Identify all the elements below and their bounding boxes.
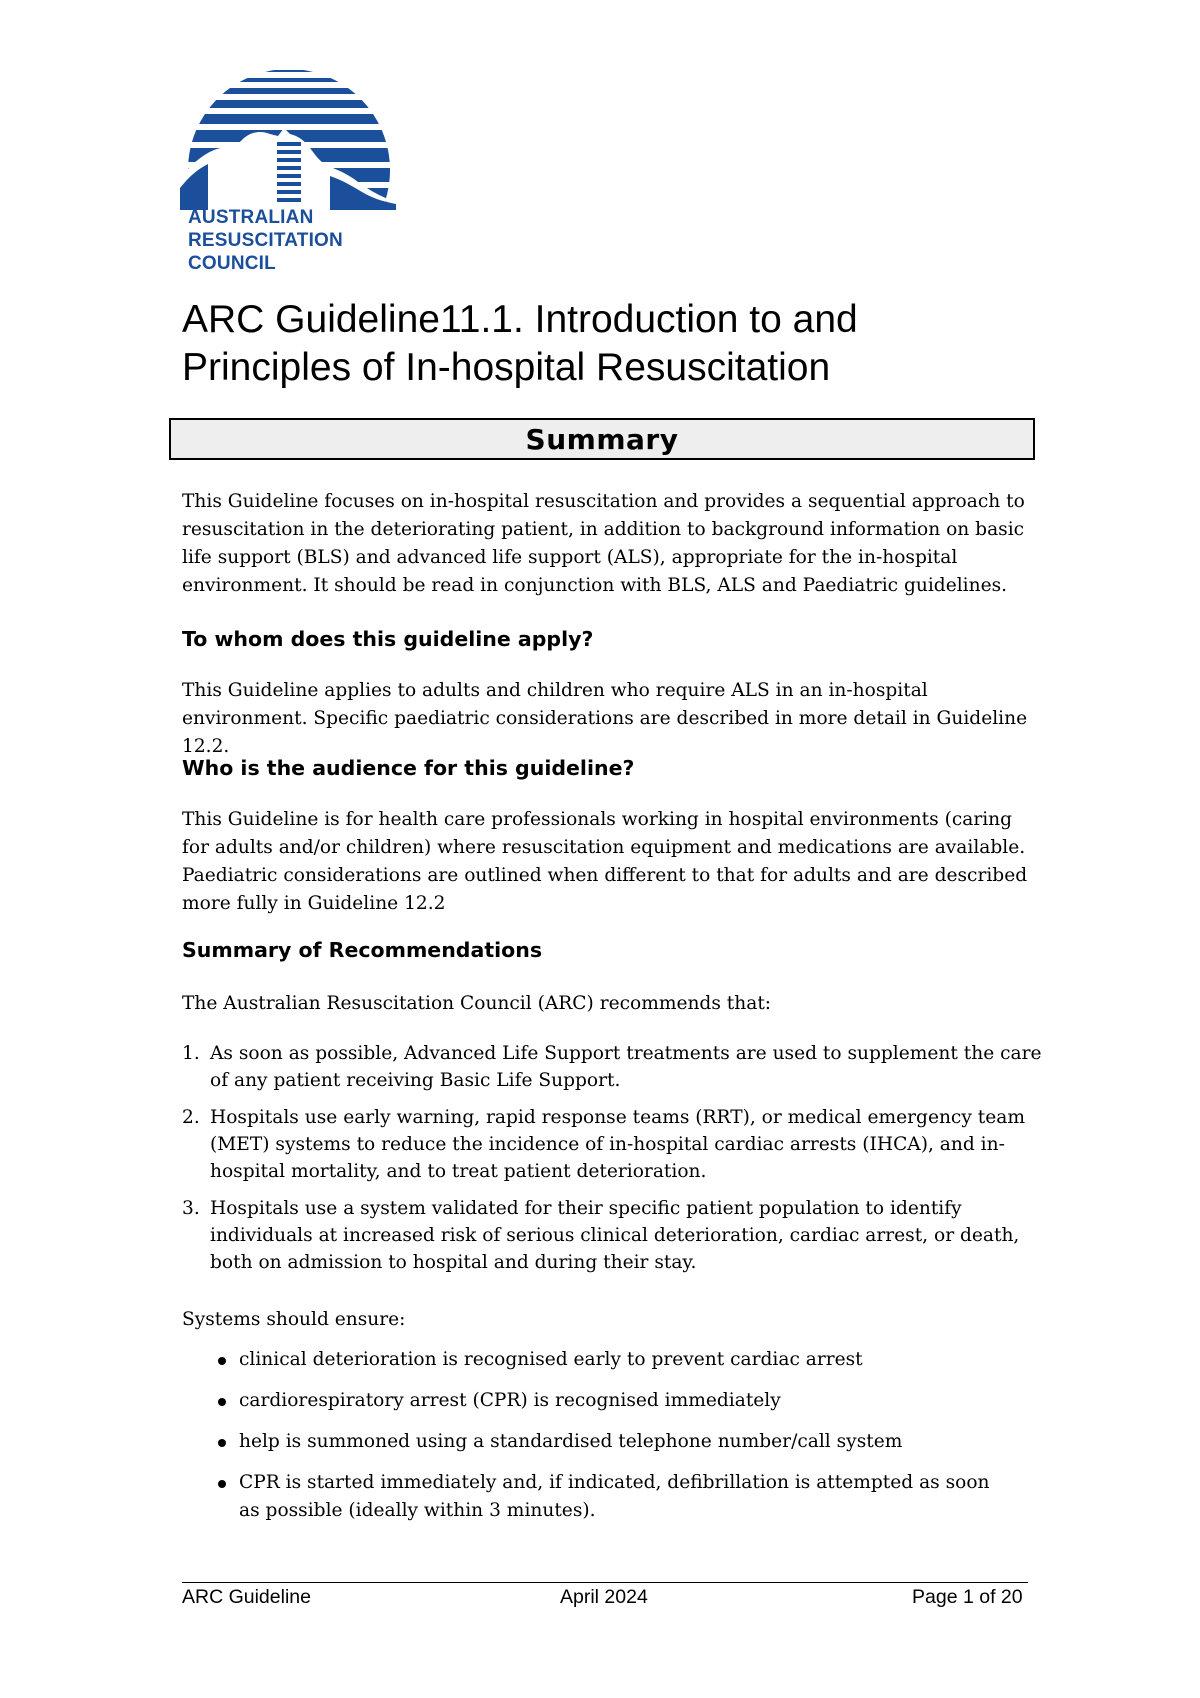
bullet-item — [215, 1428, 1015, 1456]
list-item — [182, 1104, 1042, 1185]
recommendations-list — [182, 1040, 1042, 1286]
page-title-line-2: Principles of In-hospital Resuscitation — [182, 346, 831, 389]
bullet-item — [215, 1387, 1015, 1415]
page-title-line-1: ARC Guideline11.1. Introduction to and — [182, 298, 858, 341]
footer-date: April 2024 — [560, 1586, 648, 1608]
list-item — [182, 1040, 1042, 1094]
audience-paragraph: This Guideline is for health care professionals working in hospital environments (caring for adults and/or children) where resuscitation equipment and medications are available. Paediatric considerations are outlined when different to that for adults and are described more fully in Guideline 12.2 — [182, 809, 1028, 914]
audience-heading: Who is the audience for this guideline? — [182, 756, 635, 780]
trademark-mark: ™ — [380, 201, 387, 208]
logo-line-3: COUNCIL — [188, 253, 276, 274]
logo-line-1: AUSTRALIAN — [188, 207, 314, 228]
list-item-number: 2. — [182, 1107, 200, 1128]
recommendations-lead: The Australian Resuscitation Council (ARC) recommends that: — [182, 993, 772, 1014]
recommendations-heading: Summary of Recommendations — [182, 938, 543, 962]
footer-left: ARC Guideline — [182, 1586, 311, 1608]
apply-paragraph: This Guideline applies to adults and children who require ALS in an in-hospital environment. Specific paediatric considerations are described in more detail in Guideline 12.2. — [182, 680, 1028, 757]
bullet-text: clinical deterioration is recognised early to prevent cardiac arrest — [239, 1349, 863, 1370]
apply-heading: To whom does this guideline apply? — [182, 627, 594, 651]
intro-paragraph: This Guideline focuses on in-hospital resuscitation and provides a sequential approach to resuscitation in the deteriorating patient, in addition to background information on basic life support (BLS) and advanced life support (ALS), appropriate for the in-hospital environment. It should be read in conjunction with BLS, ALS and Paediatric guidelines. — [182, 491, 1025, 596]
list-item-number: 1. — [182, 1043, 200, 1064]
arc-logo — [180, 70, 400, 280]
bullet-icon — [218, 1439, 226, 1447]
summary-banner — [169, 418, 1035, 460]
arc-logo-graphic-icon — [180, 70, 400, 210]
systems-lead: Systems should ensure: — [182, 1309, 406, 1330]
bullet-text: cardiorespiratory arrest (CPR) is recognised immediately — [239, 1390, 781, 1411]
bullet-item — [215, 1469, 1015, 1525]
systems-bullet-list — [215, 1346, 1015, 1538]
list-item-text: As soon as possible, Advanced Life Support treatments are used to supplement the care of any patient receiving Basic Life Support. — [210, 1043, 1042, 1091]
list-item-text: Hospitals use early warning, rapid response teams (RRT), or medical emergency team (MET) systems to reduce the incidence of in-hospital cardiac arrests (IHCA), and in-hospital mortality, and to treat patient deterioration. — [210, 1107, 1025, 1182]
bullet-icon — [218, 1357, 226, 1365]
list-item-number: 3. — [182, 1198, 200, 1219]
list-item — [182, 1195, 1042, 1276]
bullet-item — [215, 1346, 1015, 1374]
logo-line-2: RESUSCITATION — [188, 230, 343, 251]
bullet-icon — [218, 1398, 226, 1406]
summary-heading: Summary — [525, 422, 679, 456]
bullet-text: CPR is started immediately and, if indicated, defibrillation is attempted as soon as possible (ideally within 3 minutes). — [239, 1472, 990, 1521]
bullet-text: help is summoned using a standardised telephone number/call system — [239, 1431, 903, 1452]
footer-divider — [182, 1582, 1028, 1583]
logo-wordmark — [188, 206, 343, 275]
list-item-text: Hospitals use a system validated for their specific patient population to identify individuals at increased risk of serious clinical deterioration, cardiac arrest, or death, both on admission to hospital and during their stay. — [210, 1198, 1020, 1273]
footer-page-number: Page 1 of 20 — [912, 1586, 1023, 1608]
bullet-icon — [218, 1480, 226, 1488]
page-title — [182, 296, 1082, 392]
